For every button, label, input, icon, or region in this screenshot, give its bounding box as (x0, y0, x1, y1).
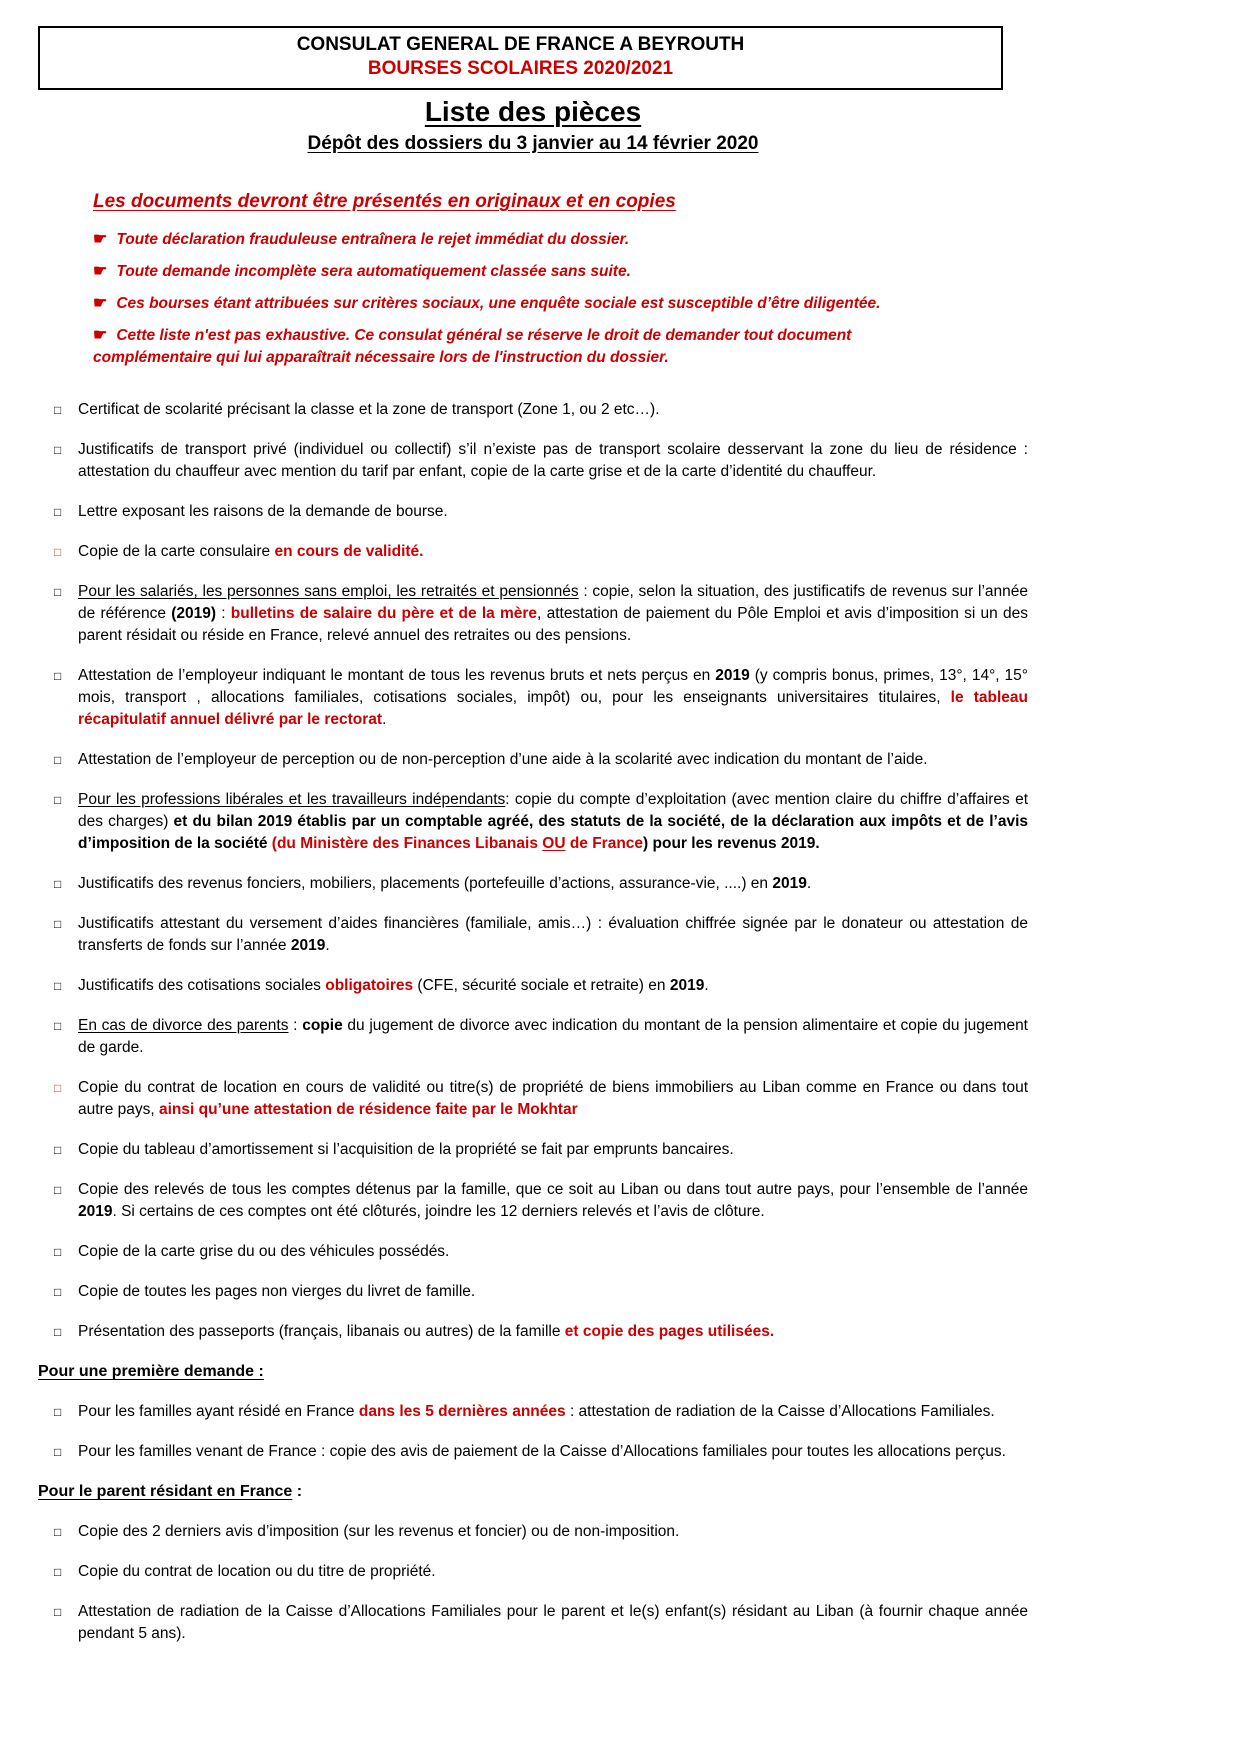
checkbox-icon: □ (54, 1325, 62, 1339)
item-text (78, 1561, 1028, 1583)
item-text (78, 873, 1028, 895)
checklist-item (38, 1281, 1028, 1303)
pointing-hand-icon: ☛ (93, 263, 108, 280)
checklist-item (38, 1015, 1028, 1059)
item-text-segment: Attestation de radiation de la Caisse d’Allocations Familiales pour le parent et le(s) enfant(s) résidant au Liban (à fournir chaque année pendant 5 ans). (78, 1603, 1028, 1642)
item-text (78, 581, 1028, 647)
warning-text: Toute déclaration frauduleuse entraînera le rejet immédiat du dossier. (116, 231, 630, 248)
item-text (78, 1077, 1028, 1121)
item-text-segment: Justificatifs de transport privé (individuel ou collectif) s’il n’existe pas de transport scolaire desservant la zone du lieu de résidence : attestation du chauffeur avec mention du tarif par enfant, copie de la carte grise et de la carte d’identité du chauffeur. (78, 441, 1028, 480)
item-text-segment: Justificatifs des cotisations sociales (78, 977, 326, 994)
section-heading (38, 1481, 1028, 1503)
item-text (78, 1015, 1028, 1059)
item-text-segment: (du Ministère des Finances Libanais (271, 835, 543, 852)
checkbox-icon: □ (54, 917, 62, 931)
item-text (78, 439, 1028, 483)
item-text-segment: Justificatifs attestant du versement d’aides financières (familiale, amis…) : évaluation chiffrée signée par le donateur ou attestation de transferts de fonds sur l’année (78, 915, 1028, 954)
section-heading (38, 1361, 1028, 1383)
consulate-title: CONSULAT GENERAL DE FRANCE A BEYROUTH (296, 34, 745, 55)
item-text-segment: 2019 (290, 937, 326, 954)
checklist-item (38, 1139, 1028, 1161)
warning-text: Cette liste n'est pas exhaustive. Ce consulat général se réserve le droit de demander tout document complémentaire qui lui apparaîtrait nécessaire lors de l'instruction du dossier. (93, 327, 852, 366)
checklist-item (38, 665, 1028, 731)
item-text-segment: . (382, 711, 387, 728)
item-text-segment: Copie du contrat de location ou du titre de propriété. (78, 1563, 436, 1580)
item-text (78, 399, 1028, 421)
item-text-segment: Pour les familles venant de France : copie des avis de paiement de la Caisse d’Allocations familiales pour toutes les allocations perçus. (78, 1443, 1006, 1460)
item-text (78, 1139, 1028, 1161)
pointing-hand-icon: ☛ (93, 295, 108, 312)
item-text-segment: Attestation de l’employeur indiquant le montant de tous les revenus bruts et nets perçus en (78, 667, 716, 684)
item-text-segment: 2019 (715, 667, 750, 684)
item-text-segment: le tableau récapitulatif annuel délivré par le rectorat (78, 689, 1028, 728)
item-text-segment: ainsi qu’une attestation de résidence faite par le Mokhtar (159, 1101, 578, 1118)
item-text-segment: (2019) (171, 605, 216, 622)
warning-text: Toute demande incomplète sera automatiquement classée sans suite. (116, 263, 631, 280)
pointing-hand-icon: ☛ (93, 327, 108, 344)
heading-text: Pour le parent résidant en France (38, 1483, 293, 1500)
checkbox-icon: □ (54, 585, 62, 599)
deposit-period-subtitle: Dépôt des dossiers du 3 janvier au 14 février 2020 (307, 133, 759, 154)
item-text-segment: Pour les professions libérales et les travailleurs indépendants (78, 791, 506, 808)
item-text (78, 1401, 1028, 1423)
item-text-segment: ) pour les revenus 2019. (643, 835, 820, 852)
heading-text: : (292, 1483, 303, 1500)
item-text-segment: copie (302, 1017, 343, 1034)
checkbox-icon: □ (54, 443, 62, 457)
checkbox-icon: □ (54, 1285, 62, 1299)
checklist-item (38, 439, 1028, 483)
item-text-segment: 2019 (669, 977, 705, 994)
item-text-segment: Certificat de scolarité précisant la classe et la zone de transport (Zone 1, ou 2 etc…). (78, 401, 660, 418)
item-text (78, 1179, 1028, 1223)
warning-item (93, 325, 973, 369)
checkbox-icon: □ (54, 545, 62, 559)
item-text-segment: et du bilan 2019 établis par un comptable agréé, des statuts de la société, de la déclaration aux impôts et de l’avis d’imposition de la société (78, 813, 1028, 852)
item-text-segment: : (216, 605, 231, 622)
item-text-segment: Copie des relevés de tous les comptes détenus par la famille, que ce soit au Liban ou dans tout autre pays, pour l’ensemble de l’année (78, 1181, 1028, 1198)
checkbox-icon: □ (54, 877, 62, 891)
bourses-scolaires-title: BOURSES SCOLAIRES 2020/2021 (367, 58, 674, 79)
item-text-segment: Pour les familles ayant résidé en France (78, 1403, 359, 1420)
item-text-segment: OU (542, 835, 566, 852)
item-text-segment: obligatoires (325, 977, 414, 994)
item-text-segment: En cas de divorce des parents (78, 1017, 289, 1034)
checklist-item (38, 1241, 1028, 1263)
item-text (78, 789, 1028, 855)
item-text-segment: (y compris bonus, primes, 13°, 14°, 15° mois, transport , allocations familiales, cotisations sociales, impôt) ou, pour les enseignants universitaires titulaires, (78, 667, 1028, 706)
item-text-segment: Copie du tableau d’amortissement si l’acquisition de la propriété se fait par emprunts bancaires. (78, 1141, 734, 1158)
checklist-item (38, 1179, 1028, 1223)
item-text-segment: 2019 (78, 1203, 113, 1220)
checklist-item (38, 1077, 1028, 1121)
item-text (78, 749, 1028, 771)
item-text-segment: en cours de validité. (274, 543, 424, 560)
checklist-item (38, 913, 1028, 957)
item-text (78, 1241, 1028, 1263)
checkbox-icon: □ (54, 979, 62, 993)
item-text (78, 913, 1028, 957)
item-text-segment: : copie, selon la situation, des justificatifs de revenus sur l’année de référence (78, 583, 1028, 622)
item-text-segment: , attestation de paiement du Pôle Emploi et avis d’imposition si un des parent résidait ou réside en France, relevé annuel des retraites ou des pensions. (78, 605, 1028, 644)
checkbox-icon: □ (54, 1019, 62, 1033)
intro-heading: Les documents devront être présentés en originaux et en copies (93, 191, 676, 212)
item-text-segment: 2019 (772, 875, 807, 892)
item-text (78, 1441, 1028, 1463)
item-text-segment: . (325, 937, 330, 954)
checkbox-icon: □ (54, 1245, 62, 1259)
checklist-item (38, 1561, 1028, 1583)
checklist-item (38, 975, 1028, 997)
item-text-segment: bulletins de salaire du père et de la mère (230, 605, 538, 622)
checklist-item (38, 1401, 1028, 1423)
checklist (38, 399, 1028, 1645)
checklist-item (38, 1441, 1028, 1463)
checkbox-icon: □ (54, 753, 62, 767)
item-text-segment: : attestation de radiation de la Caisse d’Allocations Familiales. (565, 1403, 995, 1420)
item-text-segment: et copie des pages utilisées. (564, 1323, 775, 1340)
checkbox-icon: □ (54, 793, 62, 807)
item-text-segment: Lettre exposant les raisons de la demande de bourse. (78, 503, 448, 520)
item-text (78, 665, 1028, 731)
item-text-segment: Justificatifs des revenus fonciers, mobiliers, placements (portefeuille d’actions, assurance-vie, ....) en (78, 875, 773, 892)
item-text-segment: Copie de toutes les pages non vierges du livret de famille. (78, 1283, 476, 1300)
checkbox-icon: □ (54, 1565, 62, 1579)
warning-item (93, 261, 973, 283)
item-text-segment: de France (565, 835, 644, 852)
warning-item (93, 293, 973, 315)
checklist-item (38, 1321, 1028, 1343)
item-text-segment: dans les 5 dernières années (358, 1403, 566, 1420)
checkbox-icon: □ (54, 1525, 62, 1539)
item-text (78, 975, 1028, 997)
item-text-segment: . (806, 875, 812, 892)
item-text-segment: Pour les salariés, les personnes sans emploi, les retraités et pensionnés (78, 583, 579, 600)
checkbox-icon: □ (54, 505, 62, 519)
heading-text: Pour une première demande : (38, 1363, 264, 1380)
checkbox-icon: □ (54, 669, 62, 683)
checklist-item (38, 789, 1028, 855)
item-text-segment: : (288, 1017, 303, 1034)
item-text-segment: du jugement de divorce avec indication du montant de la pension alimentaire et copie du jugement de garde. (78, 1017, 1028, 1056)
checklist-item (38, 1601, 1028, 1645)
checkbox-icon: □ (54, 1405, 62, 1419)
item-text-segment: : copie du compte d’exploitation (avec mention claire du chiffre d’affaires et des charges) (78, 791, 1029, 830)
header-box (38, 26, 1003, 90)
item-text (78, 501, 1028, 523)
item-text (78, 1521, 1028, 1543)
page-title: Liste des pièces (424, 96, 642, 127)
warning-text: Ces bourses étant attribuées sur critères sociaux, une enquête sociale est susceptible d’être diligentée. (116, 295, 881, 312)
checklist-item (38, 873, 1028, 895)
checkbox-icon: □ (54, 1605, 62, 1619)
checkbox-icon: □ (54, 1445, 62, 1459)
item-text (78, 1321, 1028, 1343)
item-text-segment: Copie de la carte grise du ou des véhicules possédés. (78, 1243, 450, 1260)
item-text-segment: Copie des 2 derniers avis d’imposition (sur les revenus et foncier) ou de non-imposition. (78, 1523, 680, 1540)
checklist-item (38, 581, 1028, 647)
checkbox-icon: □ (54, 403, 62, 417)
item-text-segment: . Si certains de ces comptes ont été clôturés, joindre les 12 derniers relevés et l’avis de clôture. (112, 1203, 765, 1220)
item-text-segment: Présentation des passeports (français, libanais ou autres) de la famille (78, 1323, 565, 1340)
checkbox-icon: □ (54, 1183, 62, 1197)
item-text-segment: . (704, 977, 709, 994)
item-text (78, 541, 1028, 563)
warnings-list (38, 229, 1028, 369)
checklist-item (38, 541, 1028, 563)
checkbox-icon: □ (54, 1143, 62, 1157)
item-text (78, 1601, 1028, 1645)
item-text-segment: Copie de la carte consulaire (78, 543, 275, 560)
warning-item (93, 229, 973, 251)
item-text (78, 1281, 1028, 1303)
pointing-hand-icon: ☛ (93, 231, 108, 248)
item-text-segment: Attestation de l’employeur de perception ou de non-perception d’une aide à la scolarité avec indication du montant de l’aide. (78, 751, 928, 768)
item-text-segment: Copie du contrat de location en cours de validité ou titre(s) de propriété de biens immobiliers au Liban comme en France ou dans tout autre pays, (78, 1079, 1028, 1118)
checklist-item (38, 1521, 1028, 1543)
checklist-item (38, 501, 1028, 523)
checklist-item (38, 749, 1028, 771)
checkbox-icon: □ (54, 1081, 62, 1095)
checklist-item (38, 399, 1028, 421)
item-text-segment: (CFE, sécurité sociale et retraite) en (413, 977, 670, 994)
